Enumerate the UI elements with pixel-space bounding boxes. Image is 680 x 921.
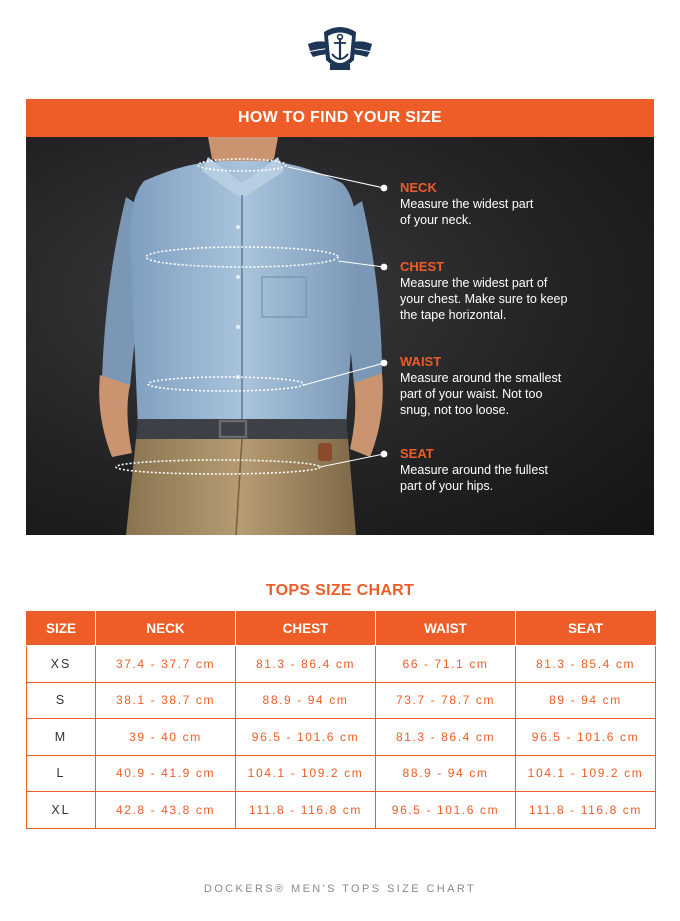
seat-label: SEAT <box>400 446 434 461</box>
seat-cell: 96.5 - 101.6 cm <box>516 719 656 756</box>
waist-cell: 81.3 - 86.4 cm <box>376 719 516 756</box>
how-to-find-size-banner: HOW TO FIND YOUR SIZE <box>26 99 654 137</box>
chest-desc-line: Measure the widest part of <box>400 276 548 290</box>
waist-callout <box>400 354 640 418</box>
header-waist: WAIST <box>376 611 516 646</box>
seat-desc-line: Measure around the fullest <box>400 463 549 477</box>
chest-cell: 96.5 - 101.6 cm <box>236 719 376 756</box>
seat-desc-line: part of your hips. <box>400 479 494 493</box>
waist-desc-line: part of your waist. Not too <box>400 387 543 401</box>
seat-dot-icon <box>381 451 388 458</box>
waist-cell: 66 - 71.1 cm <box>376 646 516 683</box>
table-row <box>27 646 656 683</box>
neck-cell: 40.9 - 41.9 cm <box>96 755 236 792</box>
waist-desc-line: Measure around the smallest <box>400 371 562 385</box>
measurement-photo <box>26 137 654 535</box>
chest-cell: 104.1 - 109.2 cm <box>236 755 376 792</box>
dockers-logo <box>306 18 374 78</box>
neck-label: NECK <box>400 180 437 195</box>
chest-cell: 81.3 - 86.4 cm <box>236 646 376 683</box>
seat-cell: 81.3 - 85.4 cm <box>516 646 656 683</box>
size-table <box>26 610 656 829</box>
waist-cell: 73.7 - 78.7 cm <box>376 682 516 719</box>
chest-desc-line: your chest. Make sure to keep <box>400 292 568 306</box>
header-size: SIZE <box>27 611 96 646</box>
seat-cell: 104.1 - 109.2 cm <box>516 755 656 792</box>
waist-cell: 96.5 - 101.6 cm <box>376 792 516 829</box>
header-chest: CHEST <box>236 611 376 646</box>
size-cell: L <box>27 755 96 792</box>
size-cell: XS <box>27 646 96 683</box>
chest-dot-icon <box>381 264 388 271</box>
tops-size-chart-title: TOPS SIZE CHART <box>265 582 415 599</box>
chest-label: CHEST <box>400 259 445 274</box>
chest-cell: 111.8 - 116.8 cm <box>236 792 376 829</box>
neck-cell: 38.1 - 38.7 cm <box>96 682 236 719</box>
seat-cell: 89 - 94 cm <box>516 682 656 719</box>
waist-desc-line: snug, not too loose. <box>400 403 510 417</box>
neck-cell: 42.8 - 43.8 cm <box>96 792 236 829</box>
header-neck: NECK <box>96 611 236 646</box>
table-header-row <box>27 611 656 646</box>
table-row <box>27 792 656 829</box>
neck-cell: 39 - 40 cm <box>96 719 236 756</box>
header-seat: SEAT <box>516 611 656 646</box>
dockers-wings-icon <box>306 18 374 78</box>
waist-dot-icon <box>381 360 388 367</box>
chest-cell: 88.9 - 94 cm <box>236 682 376 719</box>
table-row <box>27 719 656 756</box>
chest-callout <box>400 259 640 323</box>
waist-cell: 88.9 - 94 cm <box>376 755 516 792</box>
neck-callout <box>400 180 640 228</box>
table-row <box>27 682 656 719</box>
neck-dot-icon <box>381 185 388 192</box>
size-cell: S <box>27 682 96 719</box>
waist-label: WAIST <box>400 354 442 369</box>
neck-desc-line: Measure the widest part <box>400 197 534 211</box>
seat-callout <box>400 446 640 494</box>
neck-desc-line: of your neck. <box>400 213 472 227</box>
seat-cell: 111.8 - 116.8 cm <box>516 792 656 829</box>
size-cell: M <box>27 719 96 756</box>
footer-caption: DOCKERS® MEN'S TOPS SIZE CHART <box>203 883 477 895</box>
table-row <box>27 755 656 792</box>
chest-desc-line: the tape horizontal. <box>400 308 507 322</box>
size-cell: XL <box>27 792 96 829</box>
neck-cell: 37.4 - 37.7 cm <box>96 646 236 683</box>
